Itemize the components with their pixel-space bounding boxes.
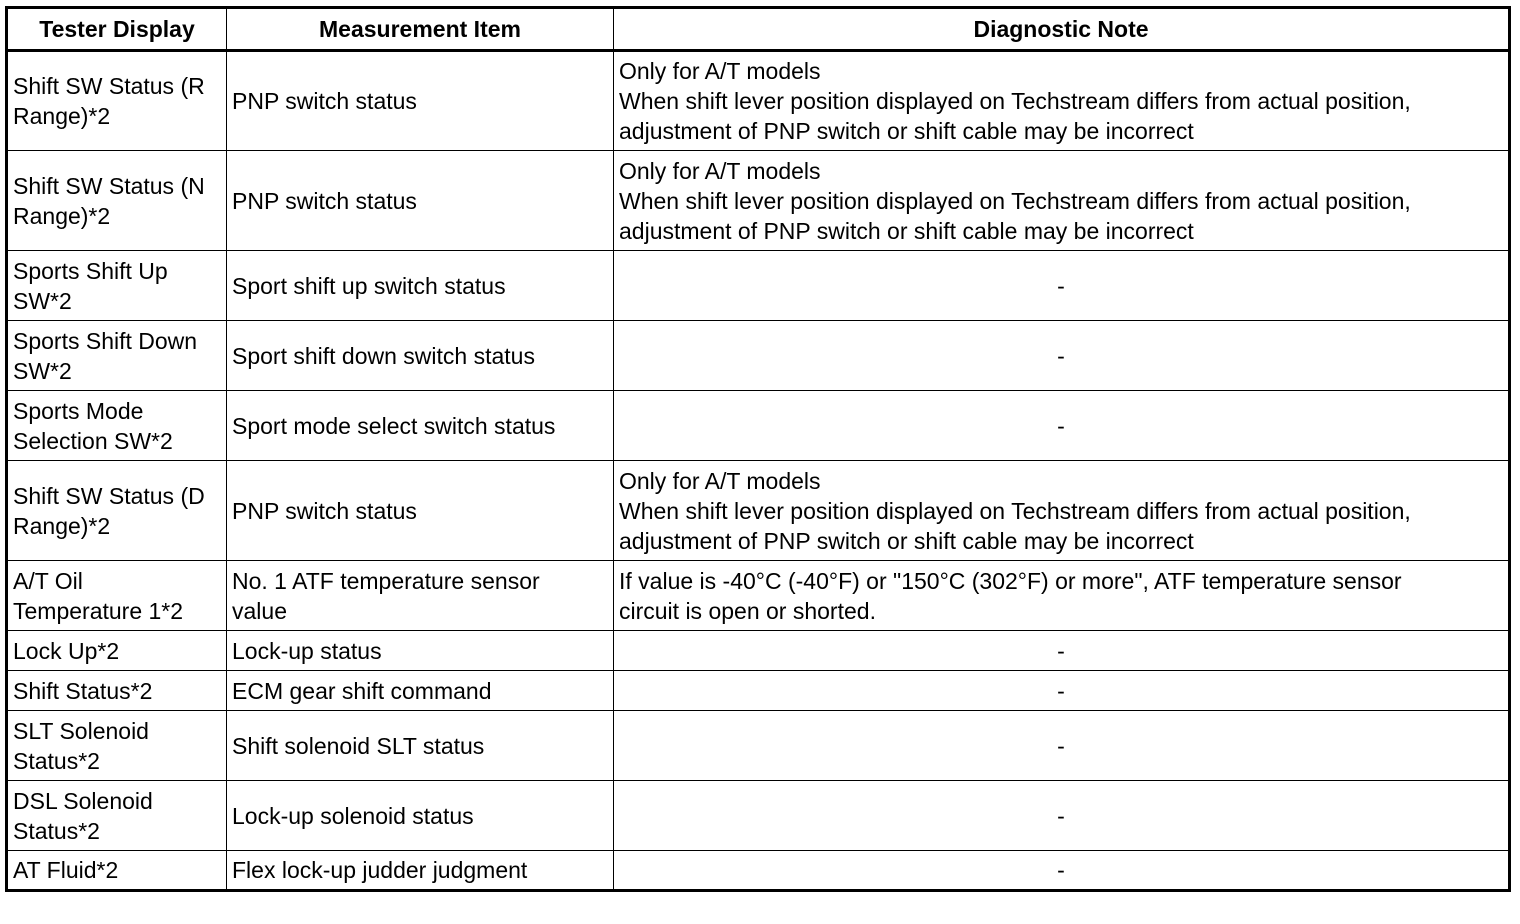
cell-line: DSL Solenoid — [13, 787, 153, 814]
cell-tester-display — [7, 561, 227, 631]
table-row — [7, 631, 1510, 671]
cell-line: SW*2 — [13, 357, 72, 384]
cell-line: When shift lever position displayed on Techstream differs from actual position, — [619, 187, 1411, 214]
table-row — [7, 851, 1510, 891]
cell-line: Temperature 1*2 — [13, 597, 184, 624]
cell-line: Shift solenoid SLT status — [232, 732, 485, 759]
cell-line: Sport mode select switch status — [232, 412, 556, 439]
cell-line: Lock-up solenoid status — [232, 802, 474, 829]
table-row — [7, 561, 1510, 631]
cell-measurement-item — [227, 251, 614, 321]
cell-measurement-item — [227, 561, 614, 631]
cell-measurement-item — [227, 151, 614, 251]
cell-line: Only for A/T models — [619, 157, 821, 184]
cell-line: Sport shift down switch status — [232, 342, 535, 369]
cell-line: Shift SW Status (D — [13, 482, 205, 509]
cell-diagnostic-note — [614, 151, 1510, 251]
cell-line: PNP switch status — [232, 497, 417, 524]
table-container — [5, 6, 1511, 892]
table-row — [7, 151, 1510, 251]
table-row — [7, 781, 1510, 851]
cell-line: AT Fluid*2 — [13, 857, 119, 883]
cell-measurement-item — [227, 461, 614, 561]
header-diagnostic-note: Diagnostic Note — [614, 8, 1510, 51]
cell-line: Only for A/T models — [619, 58, 821, 84]
cell-tester-display — [7, 391, 227, 461]
cell-tester-display — [7, 851, 227, 891]
cell-measurement-item — [227, 781, 614, 851]
header-tester-display: Tester Display — [7, 8, 227, 51]
cell-line: A/T Oil — [13, 567, 83, 594]
cell-tester-display — [7, 711, 227, 781]
cell-tester-display — [7, 671, 227, 711]
cell-line: Sport shift up switch status — [232, 272, 506, 299]
cell-diagnostic-note: - — [614, 671, 1510, 711]
cell-diagnostic-note — [614, 561, 1510, 631]
table-row — [7, 711, 1510, 781]
table-header — [7, 8, 1510, 51]
cell-tester-display — [7, 321, 227, 391]
cell-diagnostic-note: - — [614, 631, 1510, 671]
cell-line: Status*2 — [13, 747, 100, 774]
cell-line: Selection SW*2 — [13, 427, 173, 454]
cell-measurement-item — [227, 631, 614, 671]
cell-measurement-item — [227, 711, 614, 781]
header-measurement-item: Measurement Item — [227, 8, 614, 51]
table-row — [7, 461, 1510, 561]
cell-line: adjustment of PNP switch or shift cable may be incorrect — [619, 118, 1194, 144]
cell-tester-display — [7, 151, 227, 251]
cell-line: When shift lever position displayed on Techstream differs from actual position, — [619, 88, 1411, 114]
cell-line: ECM gear shift command — [232, 677, 492, 704]
cell-tester-display — [7, 51, 227, 151]
cell-line: When shift lever position displayed on Techstream differs from actual position, — [619, 497, 1411, 524]
cell-line: Shift SW Status (R — [13, 73, 205, 99]
cell-line: No. 1 ATF temperature sensor — [232, 567, 540, 594]
cell-line: Lock Up*2 — [13, 637, 120, 664]
cell-diagnostic-note: - — [614, 391, 1510, 461]
table-body — [7, 51, 1510, 891]
cell-line: If value is -40°C (-40°F) or "150°C (302°F) or more", ATF temperature sensor — [619, 567, 1402, 594]
cell-measurement-item — [227, 671, 614, 711]
cell-line: Sports Shift Down — [13, 327, 198, 354]
cell-tester-display — [7, 251, 227, 321]
table-row — [7, 671, 1510, 711]
table-row — [7, 321, 1510, 391]
cell-line: Range)*2 — [13, 512, 111, 539]
cell-measurement-item — [227, 321, 614, 391]
cell-line: SLT Solenoid — [13, 717, 149, 744]
cell-tester-display — [7, 781, 227, 851]
cell-line: Shift Status*2 — [13, 677, 153, 704]
cell-measurement-item — [227, 391, 614, 461]
cell-diagnostic-note: - — [614, 251, 1510, 321]
cell-line: Status*2 — [13, 817, 100, 844]
cell-measurement-item — [227, 51, 614, 151]
cell-diagnostic-note — [614, 461, 1510, 561]
cell-line: Flex lock-up judder judgment — [232, 857, 528, 883]
cell-line: adjustment of PNP switch or shift cable may be incorrect — [619, 527, 1194, 554]
cell-tester-display — [7, 631, 227, 671]
cell-line: SW*2 — [13, 287, 72, 314]
cell-line: PNP switch status — [232, 88, 417, 114]
table-row — [7, 51, 1510, 151]
cell-measurement-item — [227, 851, 614, 891]
cell-line: adjustment of PNP switch or shift cable may be incorrect — [619, 217, 1194, 244]
cell-diagnostic-note: - — [614, 711, 1510, 781]
cell-line: Sports Shift Up — [13, 257, 168, 284]
cell-line: Shift SW Status (N — [13, 172, 205, 199]
cell-line: PNP switch status — [232, 187, 417, 214]
cell-line: Range)*2 — [13, 202, 111, 229]
cell-diagnostic-note: - — [614, 851, 1510, 891]
cell-line: circuit is open or shorted. — [619, 597, 876, 624]
data-list-table — [5, 6, 1511, 892]
cell-line: Range)*2 — [13, 103, 111, 129]
cell-tester-display — [7, 461, 227, 561]
cell-diagnostic-note — [614, 51, 1510, 151]
header-row — [7, 8, 1510, 51]
cell-diagnostic-note: - — [614, 321, 1510, 391]
cell-line: Sports Mode — [13, 397, 144, 424]
cell-diagnostic-note: - — [614, 781, 1510, 851]
table-row — [7, 391, 1510, 461]
table-row — [7, 251, 1510, 321]
cell-line: value — [232, 597, 287, 624]
cell-line: Lock-up status — [232, 637, 382, 664]
cell-line: Only for A/T models — [619, 467, 821, 494]
